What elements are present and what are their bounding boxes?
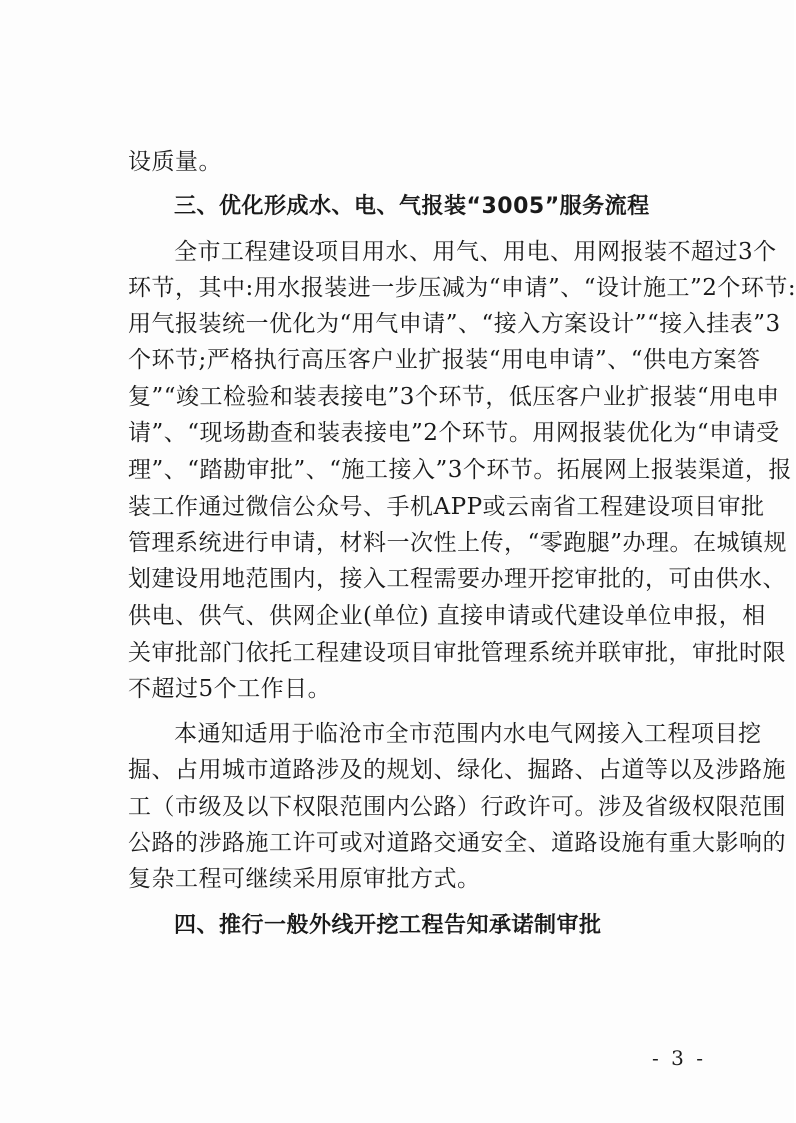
paragraph-line: 环节，其中:用水报装进一步压减为“申请”、“设计施工”2个环节: — [128, 275, 796, 301]
paragraph-line: 划建设用地范围内，接入工程需要办理开挖审批的，可由供水、 — [128, 566, 786, 592]
paragraph-line: 管理系统进行申请，材料一次性上传，“零跑腿”办理。在城镇规 — [128, 530, 788, 556]
paragraph-line: 供电、供气、供网企业(单位) 直接申请或代建设单位申报，相 — [128, 603, 766, 629]
paragraph-line: 工（市级及以下权限范围内公路）行政许可。涉及省级权限范围 — [128, 794, 786, 820]
paragraph-line: 请”、“现场勘查和装表接电”2个环节。用网报装优化为“申请受 — [128, 420, 780, 446]
paragraph-line: 装工作通过微信公众号、手机APP或云南省工程建设项目审批 — [128, 494, 765, 520]
paragraph-line: 理”、“踏勘审批”、“施工接入”3个环节。拓展网上报装渠道，报 — [128, 457, 792, 483]
paragraph-line: 用气报装统一优化为“用气申请”、“接入方案设计”“接入挂表”3 — [128, 311, 781, 337]
paragraph-line: 掘、占用城市道路涉及的规划、绿化、掘路、占道等以及涉路施 — [128, 757, 786, 783]
paragraph-line: 公路的涉路施工许可或对道路交通安全、道路设施有重大影响的 — [128, 830, 786, 856]
paragraph-line: 个环节;严格执行高压客户业扩报装“用电申请”、“供电方案答 — [128, 347, 761, 373]
paragraph-line: 全市工程建设项目用水、用气、用电、用网报装不超过3个 — [174, 239, 777, 265]
paragraph-line: 本通知适用于临沧市全市范围内水电气网接入工程项目挖 — [174, 721, 762, 747]
paragraph-line: 不超过5个工作日。 — [128, 676, 332, 702]
section-heading-3: 三、优化形成水、电、气报装“3005”服务流程 — [174, 194, 650, 219]
section-heading-4: 四、推行一般外线开挖工程告知承诺制审批 — [174, 913, 602, 938]
paragraph-line: 复杂工程可继续采用原审批方式。 — [128, 866, 481, 892]
paragraph-line: 设质量。 — [128, 149, 222, 175]
paragraph-line: 关审批部门依托工程建设项目审批管理系统并联审批，审批时限 — [128, 640, 786, 666]
paragraph-line: 复”“竣工检验和装表接电”3个环节，低压客户业扩报装“用电申 — [128, 384, 780, 410]
page-number: - 3 - — [652, 1046, 706, 1070]
